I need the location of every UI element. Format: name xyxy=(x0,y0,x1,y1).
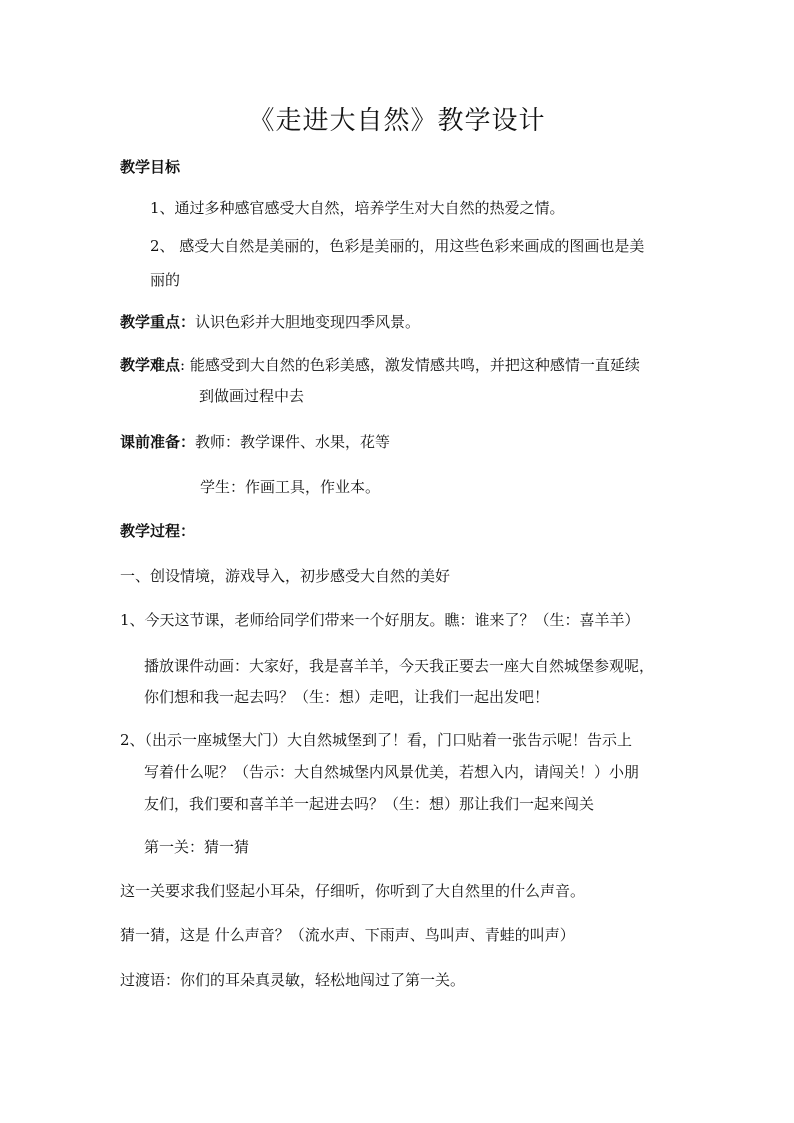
objective-item-2-line1: 2、 感受大自然是美丽的，色彩是美丽的，用这些色彩来画成的图画也是美 xyxy=(150,237,645,255)
key-point xyxy=(120,312,420,332)
preparation-teacher: 教师：教学课件、水果，花等 xyxy=(195,433,391,451)
preparation-student: 学生：作画工具，作业本。 xyxy=(200,478,381,496)
process-paragraph-2-line1: 播放课件动画：大家好，我是喜羊羊，今天我正要去一座大自然城堡参观呢， xyxy=(144,657,655,675)
process-section-1: 一、创设情境，游戏导入，初步感受大自然的美好 xyxy=(120,567,451,585)
objective-item-2-line2: 丽的 xyxy=(150,271,181,289)
preparation-label: 课前准备： xyxy=(120,433,196,451)
process-paragraph-3-line1: 2、（出示一座城堡大门）大自然城堡到了！看，门口贴着一张告示呢！告示上 xyxy=(120,731,633,749)
process-paragraph-4: 这一关要求我们竖起小耳朵，仔细听，你听到了大自然里的什么声音。 xyxy=(120,882,586,900)
document-title: 《走进大自然》教学设计 xyxy=(248,106,546,136)
process-paragraph-3-line3: 友们，我们要和喜羊羊一起进去吗？（生：想）那让我们一起来闯关 xyxy=(144,795,595,813)
objectives-heading: 教学目标 xyxy=(120,158,181,176)
process-paragraph-3-line2: 写着什么呢？（告示：大自然城堡内风景优美，若想入内，请闯关！）小朋 xyxy=(144,763,640,781)
process-paragraph-5: 猜一猜，这是 什么声音？（流水声、下雨声、鸟叫声、青蛙的叫声） xyxy=(120,926,575,944)
difficulty xyxy=(120,355,640,375)
key-point-label: 教学重点： xyxy=(120,313,196,331)
process-paragraph-6: 过渡语：你们的耳朵真灵敏，轻松地闯过了第一关。 xyxy=(120,971,466,989)
difficulty-label: 教学难点 xyxy=(120,356,181,374)
objective-item-1: 1、通过多种感官感受大自然，培养学生对大自然的热爱之情。 xyxy=(150,199,565,217)
key-point-text: 认识色彩并大胆地变现四季风景。 xyxy=(195,313,421,331)
preparation xyxy=(120,432,390,452)
level-1-heading: 第一关：猜一猜 xyxy=(144,838,250,856)
process-paragraph-2-line2: 你们想和我一起去吗？（生：想）走吧，让我们一起出发吧！ xyxy=(144,688,550,706)
process-heading: 教学过程： xyxy=(120,522,196,540)
difficulty-text-line1: : 能感受到大自然的色彩美感，激发情感共鸣，并把这种感情一直延续 xyxy=(180,356,640,374)
process-paragraph-1: 1、今天这节课，老师给同学们带来一个好朋友。瞧：谁来了？（生：喜羊羊） xyxy=(120,611,640,629)
difficulty-text-line2: 到做画过程中去 xyxy=(199,387,305,405)
